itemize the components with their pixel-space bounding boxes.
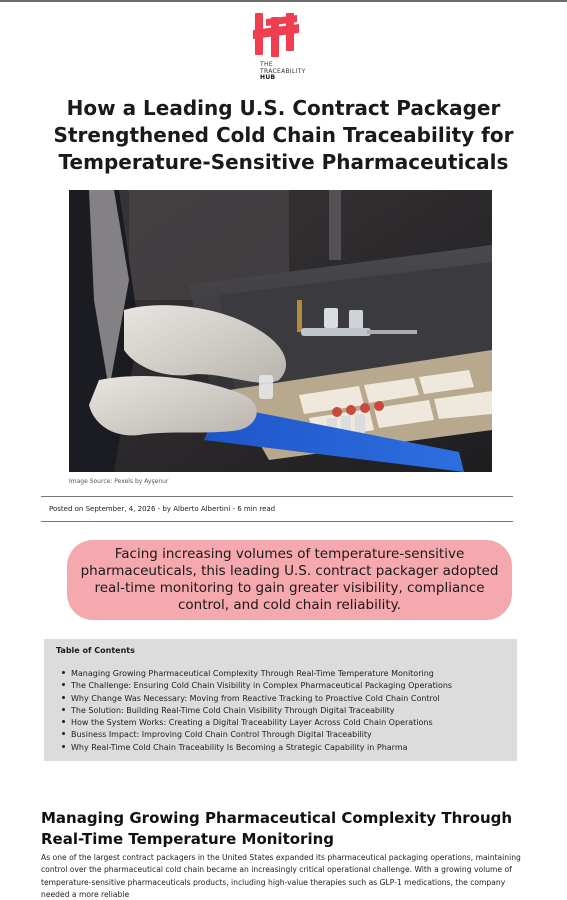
brand-line-1: THE <box>260 61 273 68</box>
toc-item-label[interactable]: Managing Growing Pharmaceutical Complexity Through Real-Time Temperature Monitoring <box>71 669 434 678</box>
table-of-contents <box>44 639 517 761</box>
summary-text: Facing increasing volumes of temperature-sensitive pharmaceuticals, this leading U.S. contract packager adopted real-time monitoring to gain greater visibility, compliance control, and cold chain reliability. <box>80 546 499 613</box>
top-border <box>0 0 567 2</box>
toc-item-label[interactable]: The Solution: Building Real-Time Cold Chain Visibility Through Digital Traceability <box>71 705 395 715</box>
toc-item-label[interactable]: Why Real-Time Cold Chain Traceability Is Becoming a Strategic Capability in Pharma <box>71 742 408 752</box>
section-heading: Managing Growing Pharmaceutical Complexity Through Real-Time Temperature Monitoring <box>41 809 513 848</box>
traceability-hub-logo-icon[interactable] <box>253 13 299 59</box>
toc-item-2[interactable] <box>62 680 517 692</box>
bullet-icon <box>62 683 65 686</box>
toc-item-label[interactable]: The Challenge: Ensuring Cold Chain Visibility in Complex Pharmaceutical Packaging Operations <box>71 681 453 691</box>
toc-item-5[interactable] <box>62 717 517 729</box>
bullet-icon <box>62 720 65 723</box>
bullet-icon <box>62 696 65 699</box>
toc-item-label[interactable]: How the System Works: Creating a Digital Traceability Layer Across Cold Chain Operations <box>71 718 433 728</box>
meta-bottom-divider <box>41 521 513 522</box>
article-title: How a Leading U.S. Contract Packager Strengthened Cold Chain Traceability for Temperature-Sensitive Pharmaceuticals <box>53 96 514 174</box>
toc-item-6[interactable] <box>62 729 517 741</box>
toc-item-label[interactable]: Business Impact: Improving Cold Chain Control Through Digital Traceability <box>71 730 372 740</box>
brand-line-2: TRACEABILITY <box>260 67 306 75</box>
bullet-icon <box>62 732 65 735</box>
toc-item-7[interactable] <box>62 742 517 754</box>
brand-name <box>260 62 306 82</box>
toc-item-4[interactable] <box>62 705 517 717</box>
image-caption: Image Source: Pexels by Ayşenur <box>69 478 169 485</box>
toc-item-label[interactable]: Why Change Was Necessary: Moving from Reactive Tracking to Proactive Cold Chain Control <box>71 693 440 703</box>
bullet-icon <box>62 708 65 711</box>
toc-list <box>56 668 517 754</box>
toc-title: Table of Contents <box>56 646 135 655</box>
bullet-icon <box>62 671 65 674</box>
bullet-icon <box>62 745 65 748</box>
section-body: As one of the largest contract packagers in the United States expanded its pharmaceutical packaging operations, maintaining control over the pharmaceutical cold chain became an increasingly critical operational challenge. With a growing volume of temperature-sensitive pharmaceuticals products, including high-value therapies such as GLP-1 medications, the company needed a more reliable <box>41 853 521 899</box>
post-meta: Posted on September, 4, 2026 - by Alberto Albertini - 6 min read <box>49 505 276 513</box>
meta-top-divider <box>41 496 513 497</box>
hero-image <box>69 190 492 472</box>
toc-item-1[interactable] <box>62 668 517 680</box>
brand-line-3: HUB <box>260 74 276 81</box>
summary-callout <box>67 540 512 620</box>
toc-item-3[interactable] <box>62 693 517 705</box>
